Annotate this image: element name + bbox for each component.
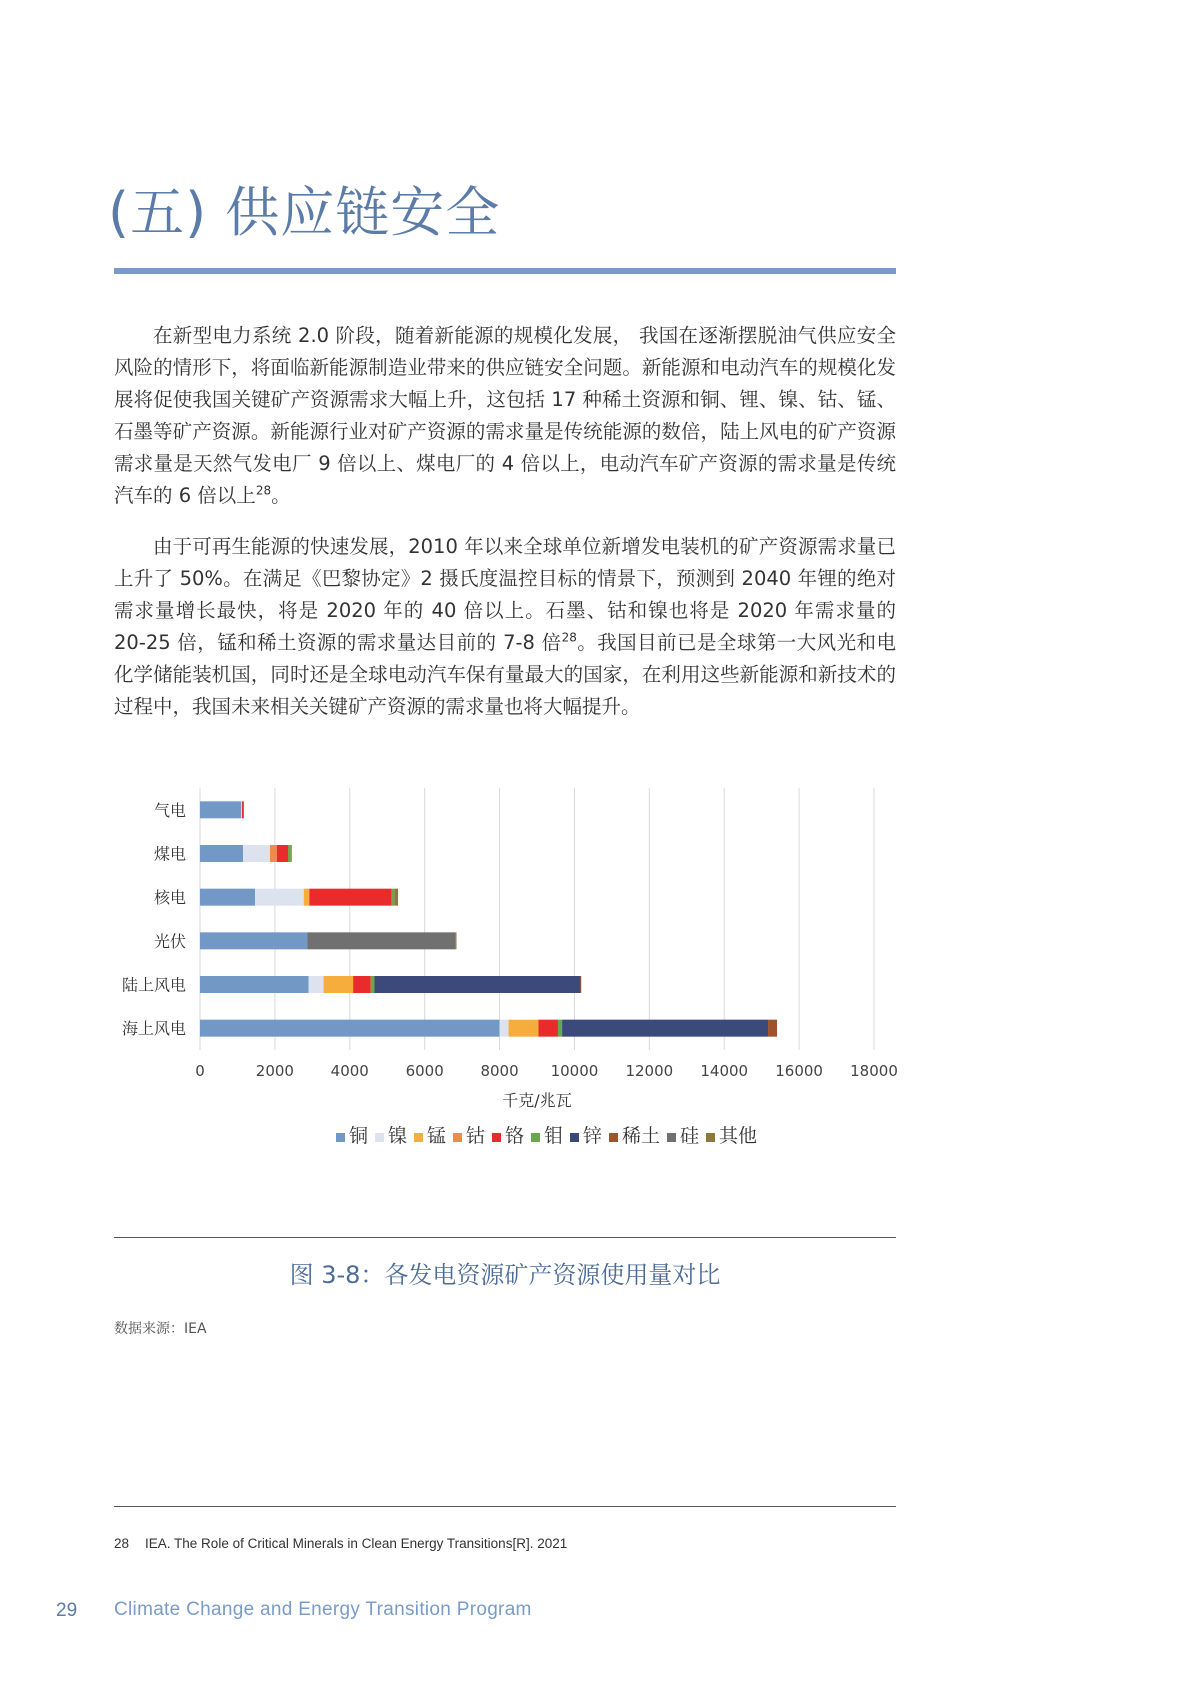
footnote-ref[interactable]: 28	[561, 630, 577, 645]
x-tick-label: 12000	[625, 1062, 674, 1080]
bar-segment	[455, 932, 456, 949]
x-tick-label: 2000	[255, 1062, 294, 1080]
bar-segment	[309, 889, 391, 906]
bar-segment	[392, 889, 395, 906]
bar-segment	[538, 1020, 557, 1037]
mineral-usage-chart	[108, 780, 908, 1170]
bar-segment	[353, 976, 371, 993]
body-paragraph	[114, 320, 896, 512]
bar-segment	[309, 976, 324, 993]
x-tick-label: 16000	[775, 1062, 823, 1080]
figure-caption: 图 3-8：各发电资源矿产资源使用量对比	[289, 1261, 721, 1289]
section-title: (五) 供应链安全	[108, 181, 501, 244]
bar-segment	[500, 1020, 509, 1037]
legend-swatch	[570, 1133, 579, 1142]
x-tick-label: 6000	[405, 1062, 444, 1080]
legend-label: 钴	[466, 1125, 486, 1147]
program-name: Climate Change and Energy Transition Program	[114, 1599, 532, 1620]
footnote-ref[interactable]: 28	[255, 483, 272, 498]
bar-segment	[509, 1020, 539, 1037]
legend-label: 铬	[505, 1125, 525, 1147]
legend-label: 铜	[349, 1125, 369, 1147]
category-label: 煤电	[153, 844, 186, 864]
x-tick-label: 14000	[700, 1062, 749, 1080]
bar-segment	[241, 801, 242, 818]
bar-segment	[374, 976, 580, 993]
bar-segment	[200, 1020, 500, 1037]
bar-segment	[768, 1020, 777, 1037]
figure-divider	[114, 1237, 896, 1238]
footnote-number: 28	[114, 1536, 130, 1551]
legend-swatch	[667, 1133, 676, 1142]
bar-segment	[200, 801, 241, 818]
legend-swatch	[531, 1133, 540, 1142]
x-tick-label: 8000	[480, 1062, 519, 1080]
legend-label: 其他	[719, 1125, 758, 1147]
bar-segment	[270, 845, 277, 862]
category-label: 海上风电	[121, 1019, 186, 1039]
bar-segment	[255, 889, 304, 906]
category-label: 陆上风电	[121, 975, 186, 995]
bar-segment	[200, 845, 243, 862]
footnote	[114, 1536, 567, 1551]
bar-segment	[580, 976, 581, 993]
category-label: 核电	[153, 888, 186, 908]
legend-label: 稀土	[622, 1125, 661, 1147]
bar-segment	[394, 889, 398, 906]
x-tick-label: 10000	[550, 1062, 599, 1080]
chart-svg	[108, 780, 908, 1170]
bar-segment	[200, 889, 255, 906]
bar-segment	[291, 845, 292, 862]
bar-segment	[371, 976, 375, 993]
bar-segment	[242, 801, 244, 818]
bar-segment	[243, 845, 270, 862]
footnote-divider	[114, 1506, 896, 1507]
bar-segment	[288, 845, 291, 862]
bar-segment	[307, 932, 455, 949]
x-tick-label: 4000	[330, 1062, 369, 1080]
page-number: 29	[56, 1600, 78, 1621]
legend-label: 硅	[680, 1125, 700, 1147]
bar-segment	[324, 976, 354, 993]
x-tick-label: 0	[195, 1062, 205, 1080]
legend-swatch	[453, 1133, 462, 1142]
legend-swatch	[414, 1133, 423, 1142]
category-label: 光伏	[153, 931, 186, 951]
paragraph-tail: 。我国目前已是全球第一大风光和电化学储能装机国，同时还是全球电动汽车保有量最大的国家，在利用这些新能源和新技术的过程中，我国未来相关关键矿产资源的需求量也将大幅提升。	[114, 631, 896, 718]
bar-segment	[304, 889, 310, 906]
legend-label: 钼	[544, 1125, 564, 1147]
legend-swatch	[609, 1133, 618, 1142]
legend-swatch	[375, 1133, 384, 1142]
legend-swatch	[492, 1133, 501, 1142]
category-label: 气电	[153, 800, 186, 820]
paragraph-tail: 。	[271, 484, 291, 507]
data-source: 数据来源：IEA	[114, 1321, 207, 1337]
bar-segment	[200, 932, 307, 949]
paragraph-text: 由于可再生能源的快速发展，2010 年以来全球单位新增发电装机的矿产资源需求量已上升了 50%。在满足《巴黎协定》2 摄氏度温控目标的情景下，预测到 2040 年锂的绝对需求量增长最快，将是 2020 年的 40 倍以上。石墨、钴和镍也将是 2020 年需求量的 20-25 倍，锰和稀土资源的需求量达目前的 7-8 倍	[114, 535, 896, 654]
legend-label: 锰	[427, 1125, 447, 1147]
legend-label: 锌	[583, 1125, 603, 1147]
bar-segment	[277, 845, 288, 862]
bar-segment	[558, 1020, 562, 1037]
body-paragraph	[114, 531, 896, 723]
legend-label: 镍	[388, 1125, 408, 1147]
bar-segment	[562, 1020, 768, 1037]
title-divider	[114, 268, 896, 274]
footnote-text: IEA. The Role of Critical Minerals in Clean Energy Transitions[R]. 2021	[145, 1536, 568, 1551]
legend-swatch	[336, 1133, 345, 1142]
x-tick-label: 18000	[850, 1062, 898, 1080]
x-axis-title: 千克/兆瓦	[502, 1091, 572, 1110]
legend-swatch	[706, 1133, 715, 1142]
bar-segment	[200, 976, 309, 993]
paragraph-text: 在新型电力系统 2.0 阶段，随着新能源的规模化发展， 我国在逐渐摆脱油气供应安全风险的情形下，将面临新能源制造业带来的供应链安全问题。新能源和电动汽车的规模化发展将促使我国关键矿产资源需求大幅上升，这包括 17 种稀土资源和铜、锂、镍、钴、锰、石墨等矿产资源。新能源行业对矿产资源的需求量是传统能源的数倍，陆上风电的矿产资源需求量是天然气发电厂 9 倍以上、煤电厂的 4 倍以上，电动汽车矿产资源的需求量是传统汽车的 6 倍以上	[114, 324, 896, 507]
